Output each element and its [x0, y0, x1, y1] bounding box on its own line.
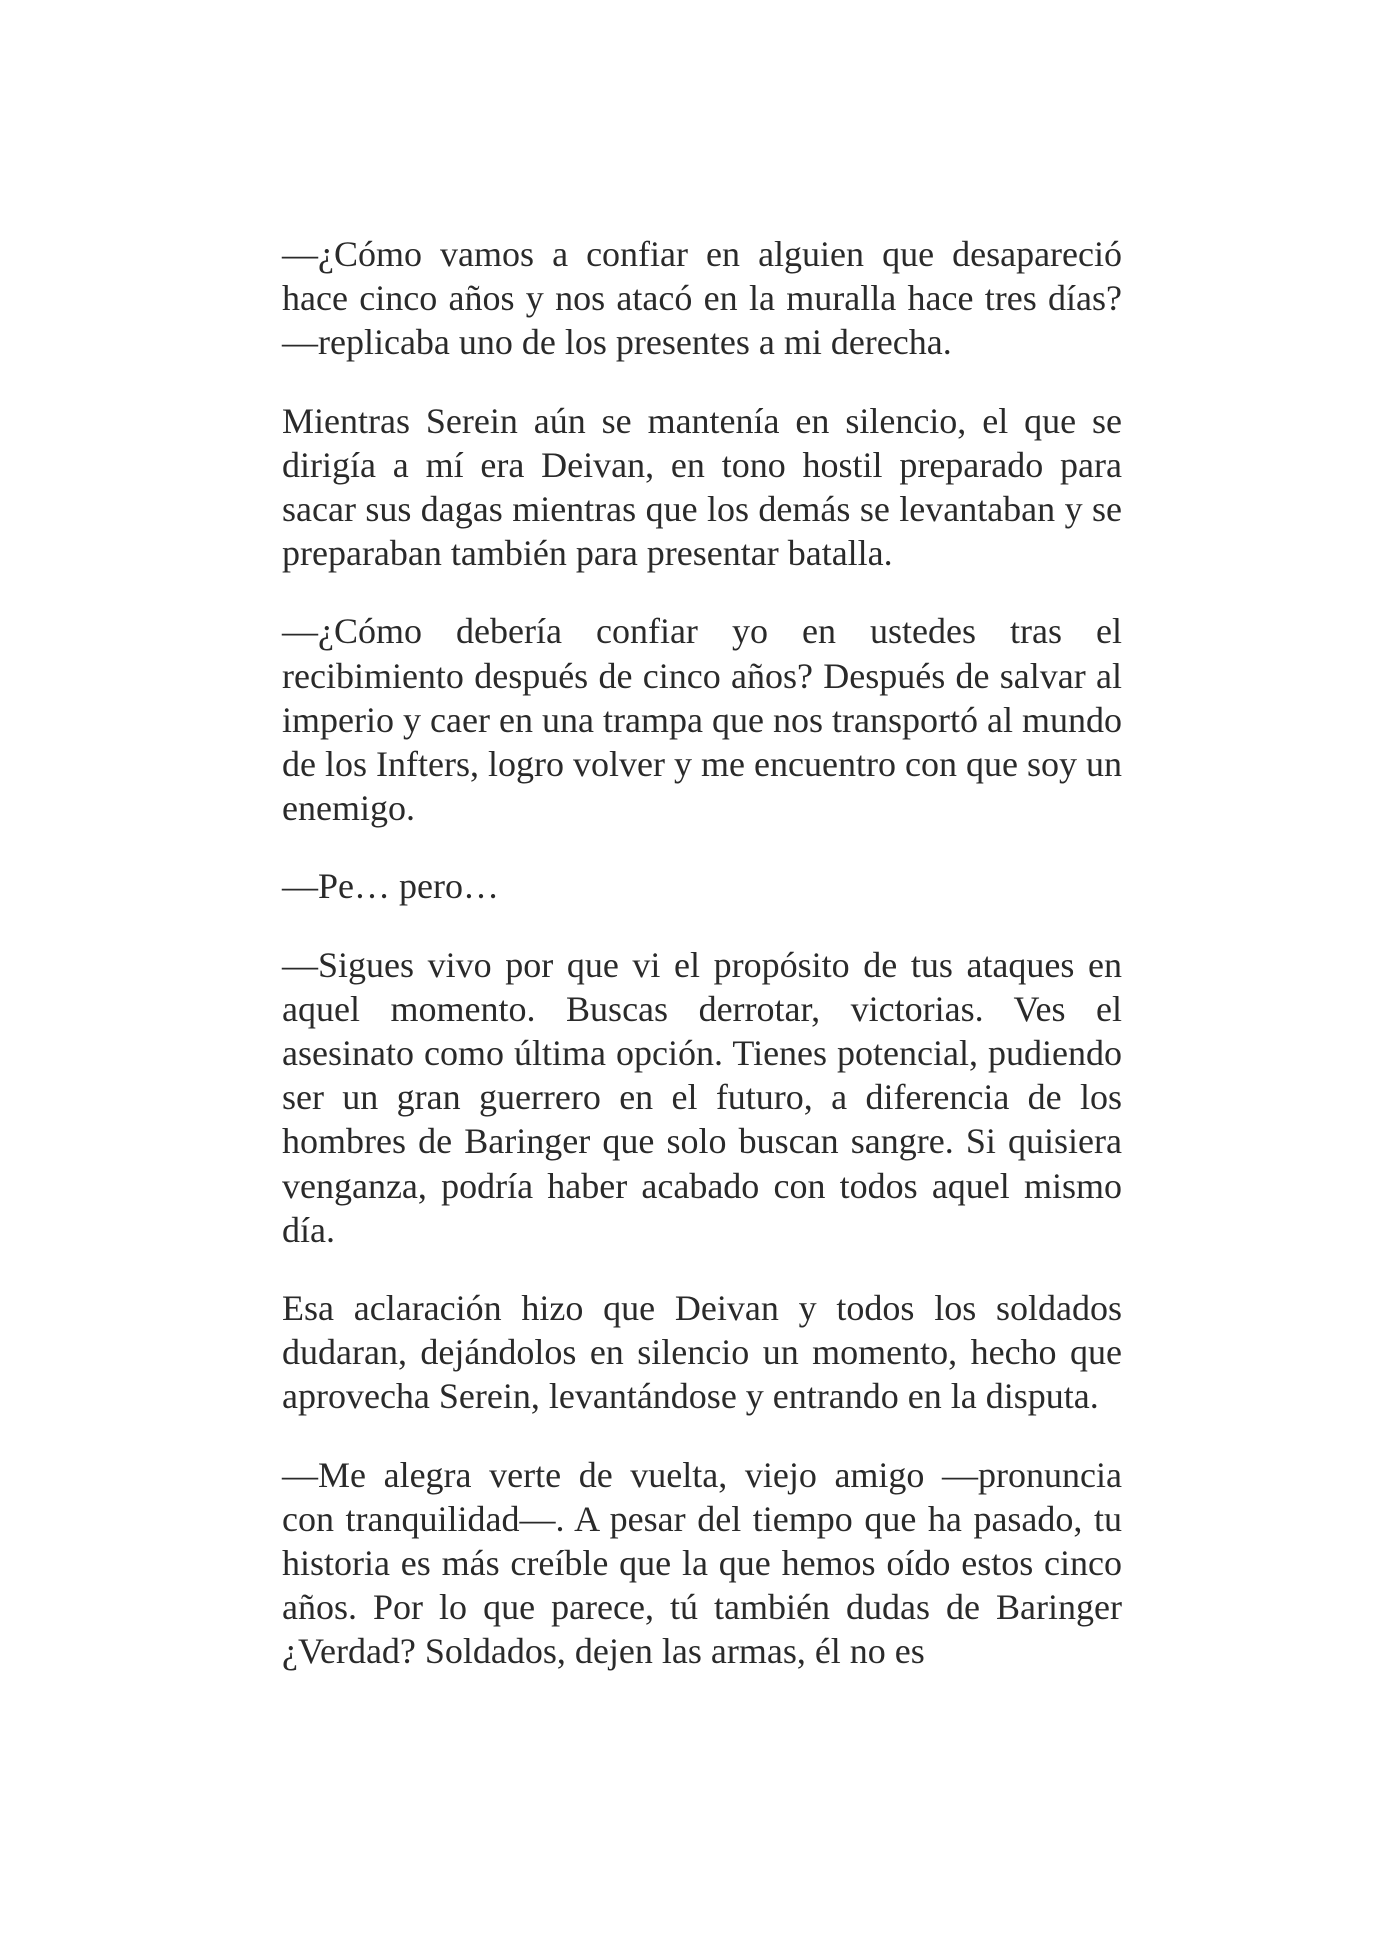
- paragraph-2: Mientras Serein aún se mantenía en silencio, el que se dirigía a mí era Deivan, en tono hostil preparado para sacar sus dagas mientras que los demás se levantaban y se preparaban también para presentar batalla.: [282, 400, 1122, 574]
- paragraph-3: —¿Cómo debería confiar yo en ustedes tras el recibimiento después de cinco años? Después de salvar al imperio y caer en una trampa que nos transportó al mundo de los Infters, logro volver y me encuentro con que soy un enemigo.: [282, 611, 1122, 829]
- paragraph-4: —Pe… pero…: [282, 866, 499, 907]
- page-body-text: [282, 232, 1122, 1674]
- paragraph-5: —Sigues vivo por que vi el propósito de tus ataques en aquel momento. Buscas derrotar, victorias. Ves el asesinato como última opción. Tienes potencial, pudiendo ser un gran guerrero en el futuro, a diferencia de los hombres de Baringer que solo buscan sangre. Si quisiera venganza, podría haber acabado con todos aquel mismo día.: [282, 944, 1122, 1250]
- paragraph-1: —¿Cómo vamos a confiar en alguien que desapareció hace cinco años y nos atacó en la muralla hace tres días?—replicaba uno de los presentes a mi derecha.: [282, 234, 1122, 363]
- paragraph-6: Esa aclaración hizo que Deivan y todos los soldados dudaran, dejándolos en silencio un momento, hecho que aprovecha Serein, levantándose y entrando en la disputa.: [282, 1288, 1122, 1417]
- paragraph-7: —Me alegra verte de vuelta, viejo amigo —pronuncia con tranquilidad—. A pesar del tiempo que ha pasado, tu historia es más creíble que la que hemos oído estos cinco años. Por lo que parece, tú también dudas de Baringer ¿Verdad? Soldados, dejen las armas, él no es: [282, 1454, 1122, 1672]
